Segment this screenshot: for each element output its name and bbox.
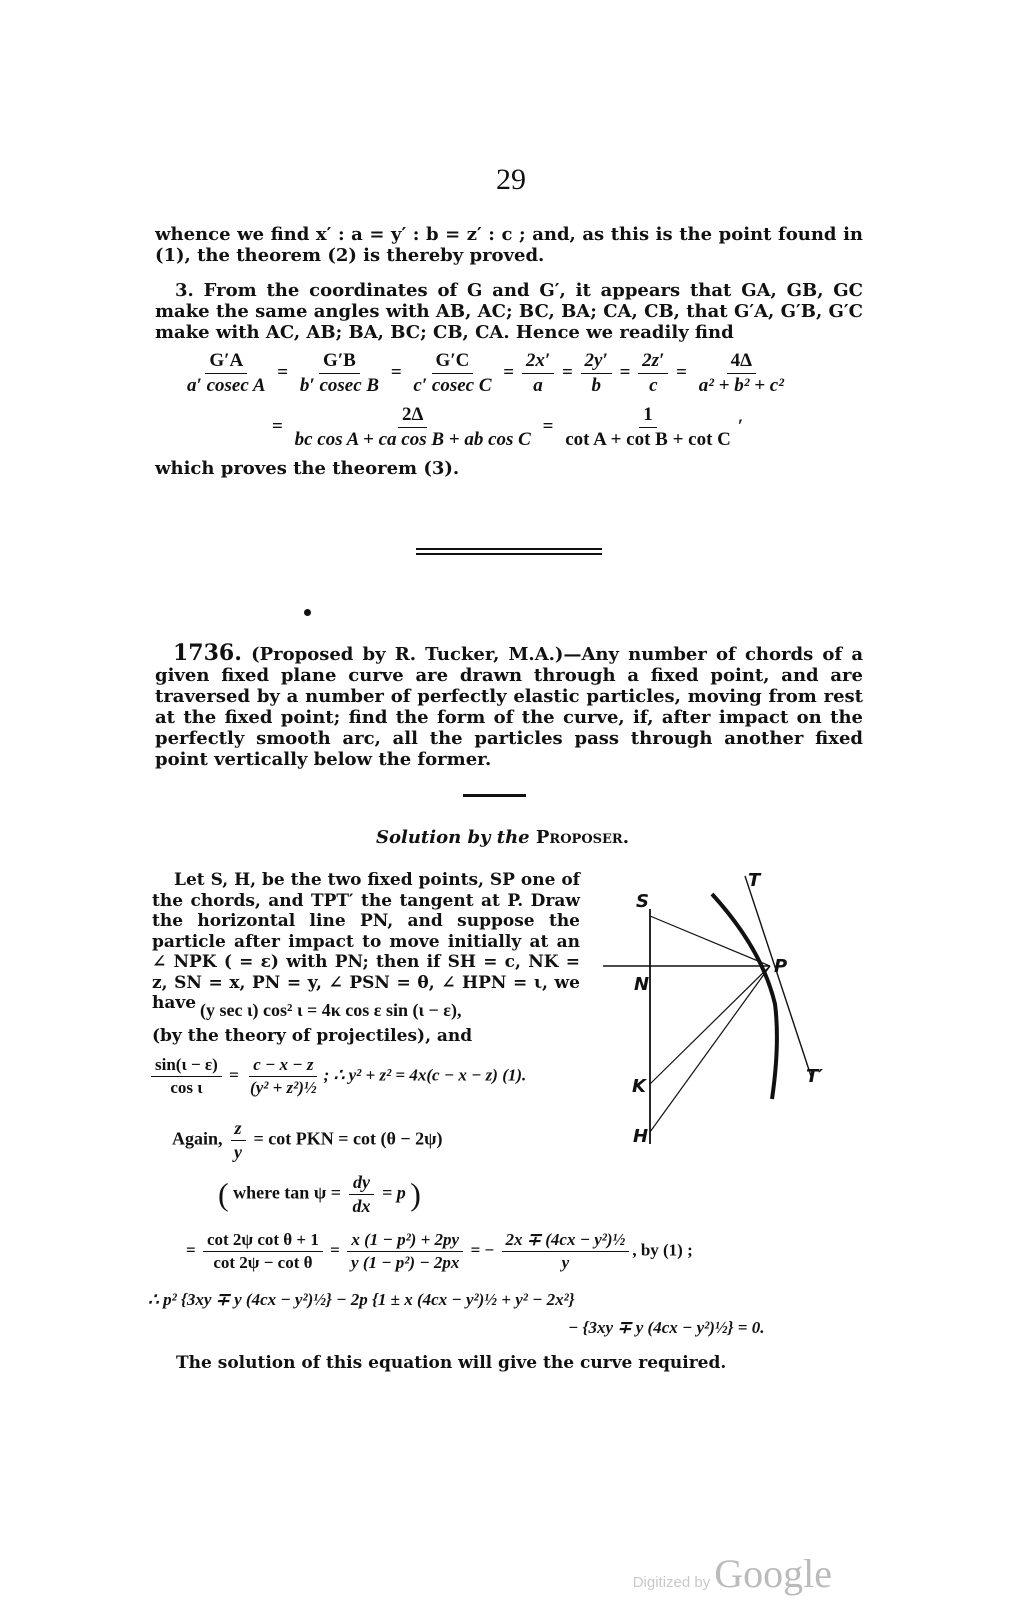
equation-projectile: (y sec ι) cos² ι = 4κ cos ε sin (ι − ε), xyxy=(200,1000,462,1020)
equation-cot: = $\frac{\text{cot 2ψ cot θ + 1}}{\text{cot 2ψ − cot θ}}$ = $\frac{\text{x (1 − p²) + 2py}}{\text{y (1 − p²) − 2px}}$ = − $\frac{\text{2x ∓ (4cx − y²)½}}{y}$ , by (1) ; xyxy=(186,1230,693,1272)
problem-1736 xyxy=(155,640,863,770)
label-n: N xyxy=(634,974,650,995)
label-t: T xyxy=(748,870,761,891)
problem-text: (Proposed by R. Tucker, M.A.)—Any number of chords of a given fixed plane curve are drawn through a fixed point, and are traversed by a number of perfectly elastic particles, moving from rest at the fixed point; find the form of the curve, if, after impact on the perfectly smooth arc, all the particles pass through another fixed point vertically below the former. xyxy=(155,644,863,770)
solution-heading: Solution by the Proposer. xyxy=(376,827,630,848)
equation-where: ( where tan ψ = $\frac{dy}{dx}$ = p ) xyxy=(218,1172,421,1216)
line-hp xyxy=(650,966,770,1132)
solution-paragraph: Let S, H, be the two fixed points, SP one of the chords, and TPT′ the tangent at P. Draw the horizontal line PN, and suppose the particle after impact to move initially at an ∠ NPK ( = ε) with PN; then if SH = c, NK = z, SN = x, PN = y, ∠ PSN = θ, ∠ HPN = ι, we have xyxy=(152,870,580,1013)
proves-theorem-text: which proves the theorem (3). xyxy=(155,458,460,479)
conclusion-text: The solution of this equation will give the curve required. xyxy=(176,1353,727,1373)
geometry-figure xyxy=(600,864,860,1164)
digitized-watermark: Digitized by Google xyxy=(632,1551,832,1596)
problem-number: 1736. xyxy=(173,640,242,666)
equation-area: = $\frac{2\Delta}{\text{bc cos A + ca cos B + ab cos C}}$ = $\frac{1}{\text{cot A + cot B + cot C}}$ ′ xyxy=(272,404,744,450)
label-k: K xyxy=(632,1076,646,1097)
equation-sin: $\frac{\sin(\iota - \varepsilon)}{\text{cos ι}}$ = $\frac{c - x - z}{\text{(y² + z²)½}}$ ; ∴ y² + z² = 4x(c − x − z) (1). xyxy=(148,1055,526,1098)
double-rule-top xyxy=(416,548,602,550)
by-theory-text: (by the theory of projectiles), and xyxy=(152,1026,473,1046)
equation-ratios: $\frac{G'A}{\text{a′ cosec A}}$ = $\frac{G'B}{\text{b′ cosec B}}$ = $\frac{G'C}{\text{c′ cosec C}}$ = $\frac{2x'}{a}$ = $\frac{2y'}{b}$ = $\frac{2z'}{c}$ = $\frac{4\Delta}{\text{a² + b² + c²}}$ xyxy=(187,350,784,396)
label-h: H xyxy=(633,1126,649,1147)
equation-again: Again, $\frac{z}{y}$ = cot PKN = cot (θ − 2ψ) xyxy=(172,1118,443,1162)
stray-dot xyxy=(304,609,311,616)
label-s: S xyxy=(636,891,649,912)
equation-final-line1: ∴ p² {3xy ∓ y (4cx − y²)½} − 2p {1 ± x (4cx − y²)½ + y² − 2x²} xyxy=(148,1290,575,1309)
double-rule-bottom xyxy=(416,553,602,555)
curve-arc xyxy=(712,894,777,1099)
line-sp xyxy=(650,916,770,966)
label-p: P xyxy=(774,956,788,977)
line-kp xyxy=(650,966,770,1084)
label-t-prime: T′ xyxy=(806,1066,824,1087)
short-rule xyxy=(463,794,526,797)
intro-paragraph: whence we find x′ : a = y′ : b = z′ : c ; and, as this is the point found in (1), the theorem (2) is thereby proved. xyxy=(155,224,863,266)
equation-final-line2: − {3xy ∓ y (4cx − y²)½} = 0. xyxy=(568,1318,765,1337)
page-number: 29 xyxy=(496,163,526,196)
paragraph-3: 3. From the coordinates of G and G′, it appears that GA, GB, GC make the same angles with AB, AC; BC, BA; CA, CB, that G′A, G′B, G′C make with AC, AB; BA, BC; CB, CA. Hence we readily find xyxy=(155,280,863,343)
